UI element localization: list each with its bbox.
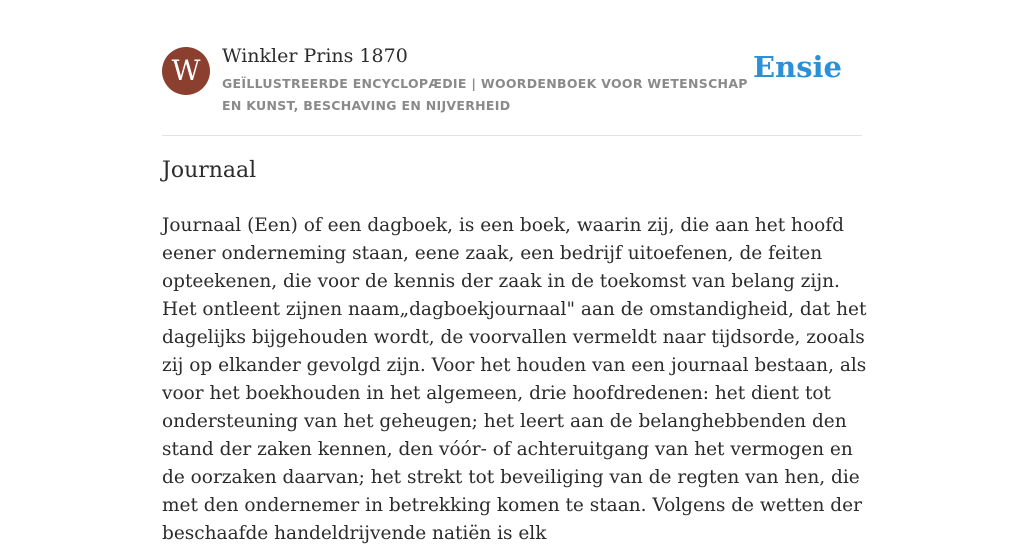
ensie-logo[interactable]: Ensie — [753, 50, 842, 84]
source-avatar[interactable]: W — [162, 47, 210, 95]
content-column — [162, 0, 867, 544]
source-header — [162, 0, 862, 136]
source-subtitle: GEÏLLUSTREERDE ENCYCLOPÆDIE | WOORDENBOEK VOOR WETENSCHAP EN KUNST, BESCHAVING EN NIJVERHEID — [222, 76, 748, 113]
source-title[interactable]: Winkler Prins 1870 — [222, 45, 408, 67]
article-title: Journaal — [162, 158, 257, 183]
article-body: Journaal (Een) of een dagboek, is een boek, waarin zij, die aan het hoofd eener onderneming staan, eene zaak, een bedrijf uitoefenen, de feiten opteekenen, die voor de kennis der zaak in de toekomst van belang zijn. Het ontleent zijnen naam„dagboekjournaal" aan de omstandigheid, dat het dagelijks bijgehouden wordt, de voorvallen vermeldt naar tijdsorde, zooals zij op elkander gevolgd zijn. Voor het houden van een journaal bestaan, als voor het boekhouden in het algemeen, drie hoofdredenen: het dient tot ondersteuning van het geheugen; het leert aan de belanghebbenden den stand der zaken kennen, den vóór- of achteruitgang van het vermogen en de oorzaken daarvan; het strekt tot beveiliging van de regten van hen, die met den ondernemer in betrekking komen te staan. Volgens de wetten der beschaafde handeldrijvende natiën is elk — [162, 215, 867, 544]
